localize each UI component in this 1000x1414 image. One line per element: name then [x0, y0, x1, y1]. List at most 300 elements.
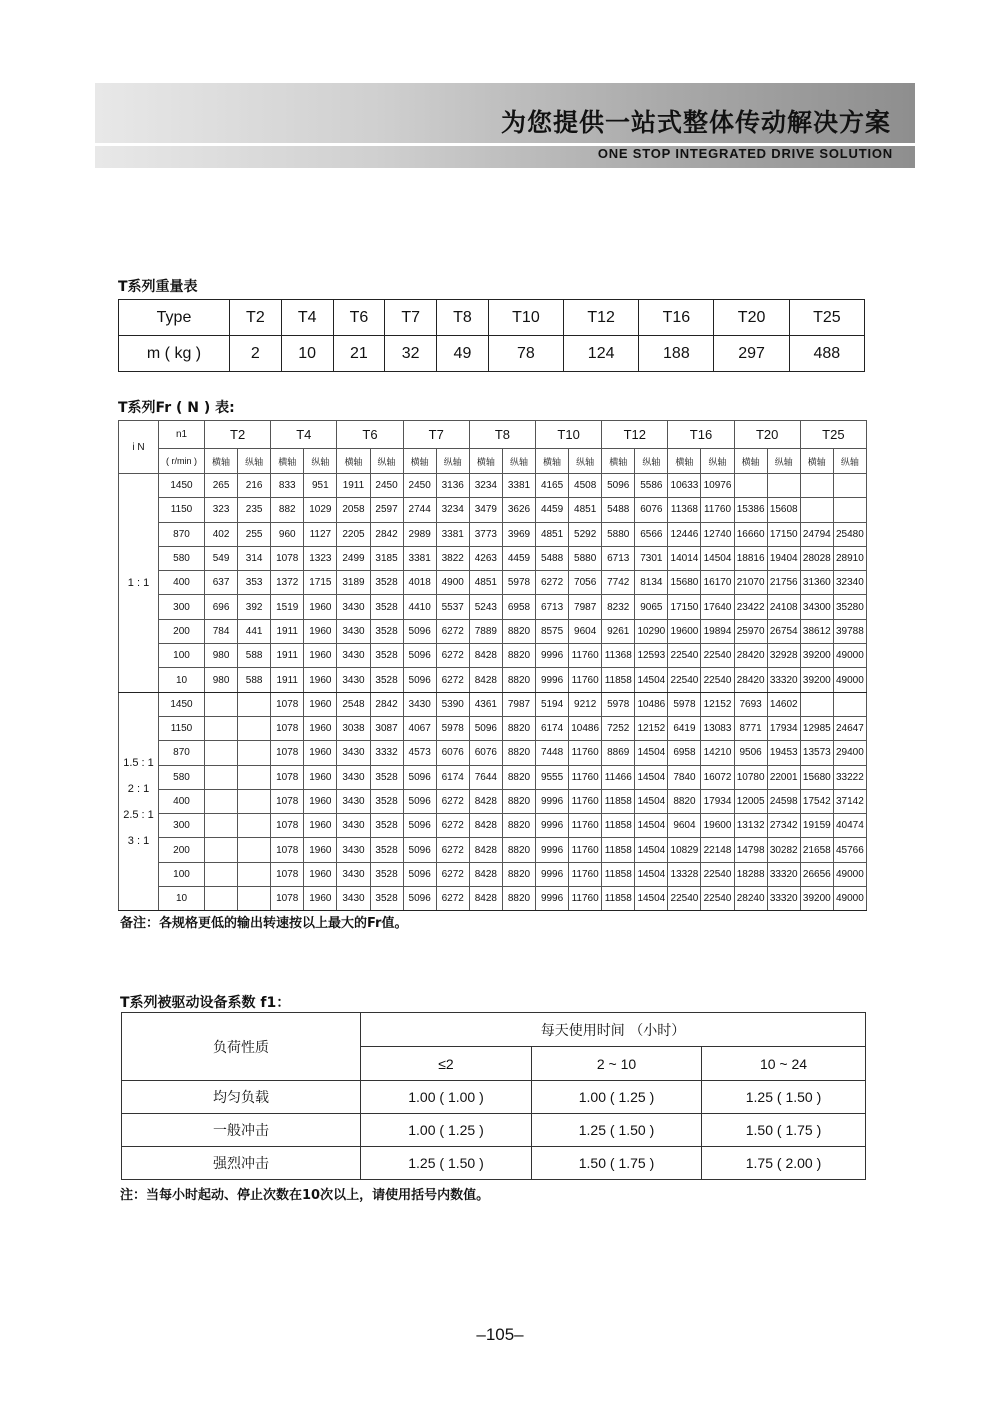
fr-value-cell: 3430 — [337, 644, 370, 668]
fr-value-cell: 1715 — [304, 571, 337, 595]
fr-value-cell: 28028 — [800, 546, 833, 570]
page-number: –105– — [476, 1325, 524, 1344]
fr-value-cell: 18288 — [734, 862, 767, 886]
model-cell: T8 — [437, 300, 489, 336]
fr-value-cell: 5096 — [469, 716, 502, 740]
fr-value-cell: 34300 — [800, 595, 833, 619]
fr-value-cell: 49000 — [833, 862, 866, 886]
fr-value-cell: 1078 — [271, 862, 304, 886]
fr-value-cell: 25480 — [833, 522, 866, 546]
ratio-label: 3 : 1 — [127, 834, 150, 847]
n1-cell: 100 — [159, 644, 205, 668]
fr-value-cell: 8771 — [734, 716, 767, 740]
fr-value-cell: 9996 — [536, 668, 569, 692]
fr-value-cell — [833, 474, 866, 498]
fr-value-cell: 1029 — [304, 498, 337, 522]
fr-value-cell: 980 — [205, 644, 238, 668]
fr-value-cell: 6272 — [536, 571, 569, 595]
fr-value-cell: 8820 — [502, 716, 535, 740]
fr-value-cell: 11760 — [569, 814, 602, 838]
fr-value-cell: 22148 — [701, 838, 734, 862]
fr-value-cell — [238, 692, 271, 716]
mass-label: m ( kg ) — [119, 336, 230, 372]
fr-value-cell: 11858 — [602, 862, 635, 886]
fr-value-cell: 40474 — [833, 814, 866, 838]
fr-value-cell: 9506 — [734, 741, 767, 765]
fr-value-cell: 13573 — [800, 741, 833, 765]
fr-value-cell: 14504 — [635, 862, 668, 886]
fr-value-cell: 3528 — [370, 619, 403, 643]
fr-value-cell: 8820 — [502, 644, 535, 668]
axis-label-cell: 纵轴 — [238, 449, 271, 474]
n1-cell: 870 — [159, 522, 205, 546]
fr-value-cell: 7644 — [469, 765, 502, 789]
fr-value-cell: 235 — [238, 498, 271, 522]
fr-value-cell: 4508 — [569, 474, 602, 498]
fr-value-cell: 9996 — [536, 862, 569, 886]
fr-value-cell: 13328 — [668, 862, 701, 886]
fr-value-cell: 7987 — [502, 692, 535, 716]
fr-value-cell: 3381 — [436, 522, 469, 546]
load-label: 负荷性质 — [122, 1013, 361, 1081]
fr-value-cell: 5096 — [403, 789, 436, 813]
fr-value-cell: 26656 — [800, 862, 833, 886]
fr-value-cell: 38612 — [800, 619, 833, 643]
fr-value-cell: 14504 — [635, 765, 668, 789]
fr-value-cell: 35280 — [833, 595, 866, 619]
fr-value-cell: 6272 — [436, 789, 469, 813]
fr-value-cell: 3969 — [502, 522, 535, 546]
fr-value-cell: 49000 — [833, 887, 866, 911]
fr-table-row — [119, 546, 867, 570]
fr-value-cell: 5096 — [403, 814, 436, 838]
fr-value-cell: 12446 — [668, 522, 701, 546]
factor-row — [122, 1114, 866, 1147]
fr-value-cell — [205, 716, 238, 740]
fr-value-cell: 11368 — [602, 644, 635, 668]
fr-value-cell: 11760 — [569, 668, 602, 692]
fr-value-cell: 2450 — [370, 474, 403, 498]
fr-value-cell: 3430 — [337, 765, 370, 789]
n1-cell: 10 — [159, 887, 205, 911]
fr-value-cell: 6076 — [436, 741, 469, 765]
fr-value-cell: 3087 — [370, 716, 403, 740]
fr-value-cell: 16170 — [701, 571, 734, 595]
fr-value-cell: 5292 — [569, 522, 602, 546]
fr-value-cell: 6272 — [436, 838, 469, 862]
fr-value-cell: 2989 — [403, 522, 436, 546]
fr-value-cell: 2744 — [403, 498, 436, 522]
fr-value-cell: 15680 — [800, 765, 833, 789]
load-type-cell: 一般冲击 — [122, 1114, 361, 1147]
load-type-cell: 均匀负载 — [122, 1081, 361, 1114]
fr-value-cell: 9212 — [569, 692, 602, 716]
fr-value-cell: 3189 — [337, 571, 370, 595]
model-header-cell: T4 — [271, 421, 337, 449]
n1-cell: 1450 — [159, 474, 205, 498]
model-cell: T10 — [488, 300, 563, 336]
fr-value-cell: 14602 — [767, 692, 800, 716]
fr-value-cell — [238, 789, 271, 813]
fr-value-cell: 29400 — [833, 741, 866, 765]
fr-value-cell: 6174 — [536, 716, 569, 740]
fr-table-row — [119, 692, 867, 716]
header-band — [95, 83, 915, 168]
fr-value-cell: 6174 — [436, 765, 469, 789]
fr-value-cell: 3528 — [370, 765, 403, 789]
fr-value-cell: 10976 — [701, 474, 734, 498]
fr-value-cell: 6076 — [469, 741, 502, 765]
factor-header-row — [122, 1013, 866, 1047]
model-header-cell: T25 — [800, 421, 866, 449]
model-header-cell: T2 — [205, 421, 271, 449]
fr-value-cell: 11368 — [668, 498, 701, 522]
fr-value-cell — [734, 474, 767, 498]
fr-value-cell: 3430 — [337, 668, 370, 692]
fr-value-cell: 3430 — [337, 862, 370, 886]
fr-value-cell: 4165 — [536, 474, 569, 498]
fr-value-cell — [238, 838, 271, 862]
fr-value-cell: 5096 — [403, 644, 436, 668]
fr-value-cell: 18816 — [734, 546, 767, 570]
fr-value-cell: 3430 — [337, 838, 370, 862]
fr-value-cell — [238, 862, 271, 886]
fr-value-cell: 4573 — [403, 741, 436, 765]
factor-cell: 1.75 ( 2.00 ) — [702, 1147, 866, 1180]
factor-cell: 1.50 ( 1.75 ) — [532, 1147, 702, 1180]
fr-value-cell: 4851 — [469, 571, 502, 595]
fr-value-cell: 3430 — [337, 814, 370, 838]
fr-value-cell: 8428 — [469, 668, 502, 692]
fr-value-cell: 3528 — [370, 644, 403, 668]
fr-value-cell: 13083 — [701, 716, 734, 740]
factor-cell: 1.00 ( 1.25 ) — [532, 1081, 702, 1114]
fr-value-cell: 49000 — [833, 644, 866, 668]
fr-value-cell: 28910 — [833, 546, 866, 570]
model-header-cell: T12 — [602, 421, 668, 449]
fr-value-cell: 16072 — [701, 765, 734, 789]
fr-value-cell: 39200 — [800, 887, 833, 911]
fr-value-cell: 392 — [238, 595, 271, 619]
fr-value-cell: 17542 — [800, 789, 833, 813]
fr-value-cell: 9996 — [536, 644, 569, 668]
n1-cell: 300 — [159, 595, 205, 619]
axis-label-cell: 横轴 — [602, 449, 635, 474]
fr-value-cell: 28240 — [734, 887, 767, 911]
fr-value-cell: 6272 — [436, 668, 469, 692]
fr-value-cell: 23422 — [734, 595, 767, 619]
fr-value-cell: 1078 — [271, 765, 304, 789]
n1-cell: 400 — [159, 789, 205, 813]
fr-value-cell: 1078 — [271, 814, 304, 838]
fr-value-cell: 3528 — [370, 668, 403, 692]
fr-value-cell: 951 — [304, 474, 337, 498]
fr-value-cell: 32340 — [833, 571, 866, 595]
fr-value-cell: 216 — [238, 474, 271, 498]
factor-cell: 1.00 ( 1.25 ) — [361, 1114, 532, 1147]
fr-value-cell: 16660 — [734, 522, 767, 546]
fr-value-cell — [833, 692, 866, 716]
axis-label-cell: 纵轴 — [304, 449, 337, 474]
fr-value-cell: 255 — [238, 522, 271, 546]
fr-value-cell: 2842 — [370, 522, 403, 546]
fr-value-cell: 5194 — [536, 692, 569, 716]
fr-table-row — [119, 571, 867, 595]
mass-cell: 2 — [230, 336, 282, 372]
fr-value-cell: 1078 — [271, 789, 304, 813]
fr-value-cell: 11858 — [602, 814, 635, 838]
fr-value-cell: 19600 — [668, 619, 701, 643]
mass-cell: 188 — [639, 336, 714, 372]
factor-row — [122, 1081, 866, 1114]
fr-value-cell: 8575 — [536, 619, 569, 643]
fr-value-cell: 19453 — [767, 741, 800, 765]
fr-value-cell: 8428 — [469, 838, 502, 862]
fr-value-cell: 5096 — [403, 862, 436, 886]
fr-value-cell: 8428 — [469, 644, 502, 668]
fr-value-cell: 9604 — [668, 814, 701, 838]
axis-label-cell: 横轴 — [337, 449, 370, 474]
fr-value-cell: 549 — [205, 546, 238, 570]
fr-table — [118, 420, 867, 911]
fr-value-cell: 8428 — [469, 862, 502, 886]
fr-value-cell: 10290 — [635, 619, 668, 643]
fr-value-cell: 7693 — [734, 692, 767, 716]
fr-value-cell: 28420 — [734, 644, 767, 668]
axis-label-cell: 横轴 — [668, 449, 701, 474]
model-cell: T7 — [385, 300, 437, 336]
fr-value-cell: 637 — [205, 571, 238, 595]
ratio-cell — [119, 692, 159, 911]
fr-value-cell — [800, 498, 833, 522]
axis-label-cell: 纵轴 — [370, 449, 403, 474]
axis-label-cell: 横轴 — [271, 449, 304, 474]
fr-table-row — [119, 498, 867, 522]
fr-value-cell: 30282 — [767, 838, 800, 862]
model-cell: T20 — [714, 300, 789, 336]
fr-note: 备注：各规格更低的输出转速按以上最大的Fr值。 — [120, 916, 408, 931]
fr-value-cell: 17150 — [668, 595, 701, 619]
fr-value-cell: 8820 — [502, 887, 535, 911]
fr-value-cell: 27342 — [767, 814, 800, 838]
fr-value-cell: 9604 — [569, 619, 602, 643]
factor-cell: 1.25 ( 1.50 ) — [361, 1147, 532, 1180]
fr-table-row — [119, 668, 867, 692]
fr-value-cell: 14210 — [701, 741, 734, 765]
fr-value-cell: 8820 — [502, 619, 535, 643]
fr-value-cell: 19404 — [767, 546, 800, 570]
fr-value-cell: 3528 — [370, 571, 403, 595]
fr-value-cell: 3528 — [370, 838, 403, 862]
fr-value-cell: 265 — [205, 474, 238, 498]
model-header-cell: T10 — [536, 421, 602, 449]
fr-value-cell: 5586 — [635, 474, 668, 498]
factor-table-title: T系列被驱动设备系数 f1： — [120, 995, 291, 1011]
fr-value-cell: 24108 — [767, 595, 800, 619]
fr-value-cell: 9996 — [536, 814, 569, 838]
factor-cell: 1.50 ( 1.75 ) — [702, 1114, 866, 1147]
model-cell: T16 — [639, 300, 714, 336]
fr-value-cell: 24647 — [833, 716, 866, 740]
fr-value-cell: 19600 — [701, 814, 734, 838]
fr-value-cell: 1960 — [304, 887, 337, 911]
header-title-cn: 为您提供一站式整体传动解决方案 — [500, 108, 891, 137]
fr-value-cell: 8820 — [502, 838, 535, 862]
fr-value-cell: 9996 — [536, 887, 569, 911]
fr-value-cell: 8134 — [635, 571, 668, 595]
fr-value-cell: 8869 — [602, 741, 635, 765]
fr-value-cell: 14504 — [635, 789, 668, 813]
fr-value-cell: 33222 — [833, 765, 866, 789]
fr-value-cell: 3430 — [337, 887, 370, 911]
fr-value-cell: 5488 — [602, 498, 635, 522]
fr-value-cell: 6272 — [436, 619, 469, 643]
fr-value-cell: 11760 — [569, 789, 602, 813]
fr-value-cell: 6076 — [635, 498, 668, 522]
fr-value-cell: 3430 — [337, 741, 370, 765]
fr-value-cell: 2205 — [337, 522, 370, 546]
hour-range-cell: 2 ~ 10 — [532, 1047, 702, 1081]
fr-table-row — [119, 522, 867, 546]
n1-cell: 870 — [159, 741, 205, 765]
fr-value-cell: 2499 — [337, 546, 370, 570]
fr-value-cell: 22540 — [668, 668, 701, 692]
n1-cell: 300 — [159, 814, 205, 838]
fr-value-cell: 39200 — [800, 668, 833, 692]
fr-value-cell: 2597 — [370, 498, 403, 522]
fr-table-row — [119, 644, 867, 668]
fr-value-cell: 353 — [238, 571, 271, 595]
fr-value-cell: 8428 — [469, 887, 502, 911]
fr-value-cell: 12593 — [635, 644, 668, 668]
n1-cell: 100 — [159, 862, 205, 886]
fr-value-cell: 7252 — [602, 716, 635, 740]
mass-cell: 297 — [714, 336, 789, 372]
fr-value-cell: 14504 — [635, 814, 668, 838]
fr-value-cell: 6272 — [436, 644, 469, 668]
fr-table-row — [119, 619, 867, 643]
fr-value-cell: 6958 — [668, 741, 701, 765]
fr-value-cell: 11858 — [602, 668, 635, 692]
fr-value-cell: 6566 — [635, 522, 668, 546]
fr-value-cell — [205, 741, 238, 765]
fr-value-cell: 5243 — [469, 595, 502, 619]
fr-value-cell: 3136 — [436, 474, 469, 498]
fr-table-row — [119, 474, 867, 498]
fr-value-cell: 1078 — [271, 716, 304, 740]
fr-value-cell: 9996 — [536, 789, 569, 813]
fr-value-cell: 22540 — [701, 862, 734, 886]
fr-table-row — [119, 595, 867, 619]
fr-value-cell: 4851 — [536, 522, 569, 546]
fr-value-cell: 6419 — [668, 716, 701, 740]
fr-value-cell: 1911 — [271, 619, 304, 643]
fr-value-cell: 6272 — [436, 862, 469, 886]
fr-value-cell: 5978 — [502, 571, 535, 595]
fr-value-cell — [205, 789, 238, 813]
axis-label-cell: 横轴 — [403, 449, 436, 474]
fr-value-cell: 10633 — [668, 474, 701, 498]
axis-label-cell: 纵轴 — [502, 449, 535, 474]
fr-value-cell: 10829 — [668, 838, 701, 862]
fr-value-cell: 3528 — [370, 814, 403, 838]
fr-value-cell: 1960 — [304, 668, 337, 692]
fr-value-cell: 6713 — [536, 595, 569, 619]
fr-value-cell: 7840 — [668, 765, 701, 789]
axis-label-cell: 纵轴 — [833, 449, 866, 474]
fr-value-cell: 12152 — [701, 692, 734, 716]
fr-value-cell: 1078 — [271, 887, 304, 911]
fr-value-cell: 960 — [271, 522, 304, 546]
fr-value-cell: 5978 — [602, 692, 635, 716]
fr-value-cell: 4459 — [536, 498, 569, 522]
fr-value-cell: 3234 — [436, 498, 469, 522]
weight-table-title: T系列重量表 — [118, 279, 198, 295]
fr-value-cell: 5978 — [436, 716, 469, 740]
mass-cell: 32 — [385, 336, 437, 372]
fr-value-cell: 1960 — [304, 765, 337, 789]
fr-value-cell: 33320 — [767, 887, 800, 911]
fr-value-cell: 21070 — [734, 571, 767, 595]
axis-label-cell: 纵轴 — [436, 449, 469, 474]
fr-value-cell: 5978 — [668, 692, 701, 716]
fr-table-row — [119, 887, 867, 911]
n1-cell: 1150 — [159, 498, 205, 522]
axis-label-cell: 纵轴 — [569, 449, 602, 474]
fr-value-cell: 882 — [271, 498, 304, 522]
fr-value-cell: 323 — [205, 498, 238, 522]
type-label: Type — [119, 300, 230, 336]
fr-value-cell: 13132 — [734, 814, 767, 838]
fr-value-cell: 1127 — [304, 522, 337, 546]
fr-value-cell: 3381 — [502, 474, 535, 498]
n1-cell: 1450 — [159, 692, 205, 716]
fr-value-cell: 4361 — [469, 692, 502, 716]
fr-value-cell: 5390 — [436, 692, 469, 716]
fr-value-cell: 7301 — [635, 546, 668, 570]
fr-value-cell: 7056 — [569, 571, 602, 595]
axis-label-cell: 横轴 — [205, 449, 238, 474]
fr-value-cell: 4067 — [403, 716, 436, 740]
model-cell: T2 — [230, 300, 282, 336]
fr-value-cell: 8428 — [469, 789, 502, 813]
fr-table-row — [119, 741, 867, 765]
fr-value-cell: 4410 — [403, 595, 436, 619]
n1-cell: 580 — [159, 765, 205, 789]
n1-cell: 200 — [159, 619, 205, 643]
fr-value-cell: 7987 — [569, 595, 602, 619]
fr-value-cell: 14504 — [635, 887, 668, 911]
axis-label-cell: 纵轴 — [701, 449, 734, 474]
fr-value-cell: 19894 — [701, 619, 734, 643]
axis-label-cell: 横轴 — [536, 449, 569, 474]
fr-value-cell — [800, 474, 833, 498]
fr-value-cell: 17934 — [767, 716, 800, 740]
n1-label: n1 — [159, 421, 205, 449]
fr-value-cell: 402 — [205, 522, 238, 546]
fr-value-cell: 14504 — [635, 741, 668, 765]
fr-value-cell: 14504 — [635, 668, 668, 692]
fr-value-cell: 22540 — [701, 668, 734, 692]
fr-value-cell: 5096 — [403, 765, 436, 789]
fr-table-row — [119, 789, 867, 813]
fr-value-cell: 8820 — [502, 741, 535, 765]
fr-value-cell: 7889 — [469, 619, 502, 643]
fr-value-cell: 4263 — [469, 546, 502, 570]
fr-value-cell: 21756 — [767, 571, 800, 595]
ratio-label: 2 : 1 — [127, 782, 150, 795]
fr-value-cell: 11760 — [569, 644, 602, 668]
